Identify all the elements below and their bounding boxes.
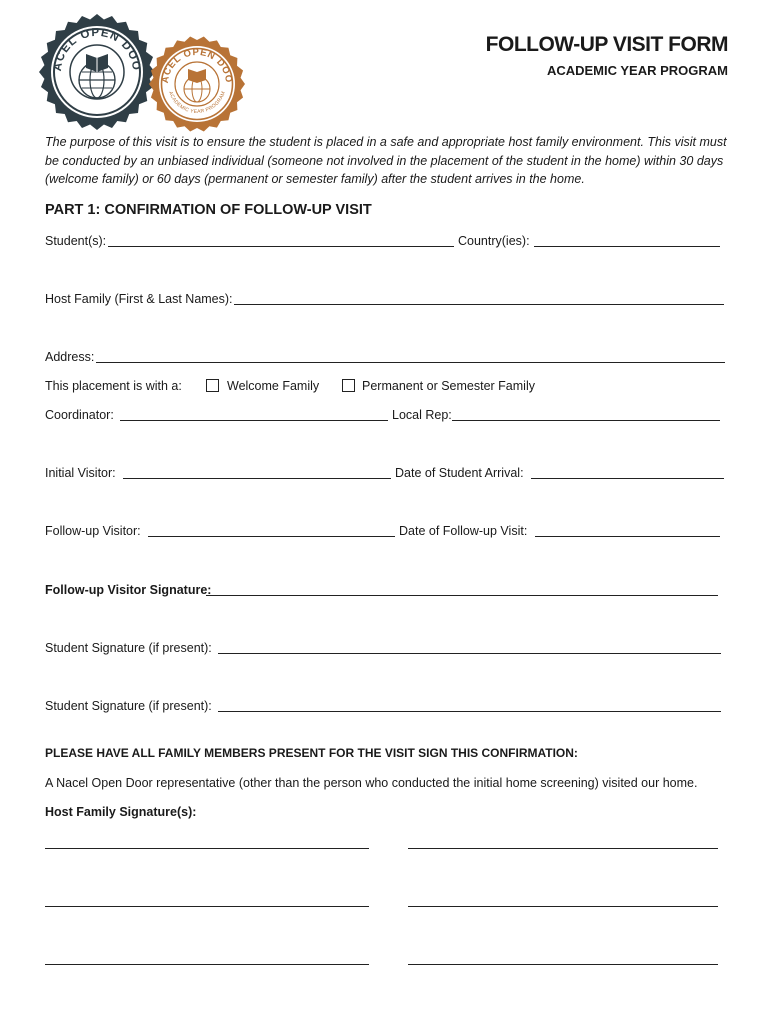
coordinator-field[interactable]	[120, 420, 388, 421]
svg-text:ACADEMIC YEAR PROGRAM: ACADEMIC YEAR PROGRAM	[167, 90, 227, 116]
host-signature-line[interactable]	[408, 848, 718, 849]
host-signature-line[interactable]	[45, 964, 369, 965]
local-rep-label: Local Rep:	[392, 408, 452, 422]
host-family-field[interactable]	[234, 304, 724, 305]
visit-statement: A Nacel Open Door representative (other than the person who conducted the initial home screening) visited our home.	[45, 776, 698, 790]
date-followup-field[interactable]	[535, 536, 720, 537]
date-arrival-field[interactable]	[531, 478, 724, 479]
countries-label: Country(ies):	[458, 234, 530, 248]
host-family-label: Host Family (First & Last Names):	[45, 292, 233, 306]
intro-paragraph: The purpose of this visit is to ensure the student is placed in a safe and appropriate host family environment. This visit must be conducted by an unbiased individual (someone not involved in the placement of the student in the home) within 30 days (welcome family) or 60 days (permanent or semester family) after the student arrives in the home.	[45, 135, 727, 186]
host-signature-line[interactable]	[45, 848, 369, 849]
permanent-family-option-label: Permanent or Semester Family	[362, 379, 535, 393]
countries-field[interactable]	[534, 246, 720, 247]
date-arrival-label: Date of Student Arrival:	[395, 466, 524, 480]
family-notice: PLEASE HAVE ALL FAMILY MEMBERS PRESENT FOR THE VISIT SIGN THIS CONFIRMATION:	[45, 746, 578, 760]
students-field[interactable]	[108, 246, 454, 247]
permanent-family-checkbox[interactable]	[342, 379, 355, 392]
date-followup-label: Date of Follow-up Visit:	[399, 524, 528, 538]
form-subtitle: ACADEMIC YEAR PROGRAM	[546, 63, 728, 78]
welcome-family-checkbox[interactable]	[206, 379, 219, 392]
student-signature-field-1[interactable]	[218, 653, 721, 654]
student-signature-field-2[interactable]	[218, 711, 721, 712]
followup-signature-field[interactable]	[206, 595, 718, 596]
section-heading-part1: PART 1: CONFIRMATION OF FOLLOW-UP VISIT	[45, 202, 372, 218]
students-label: Student(s):	[45, 234, 107, 248]
host-signature-line[interactable]	[45, 906, 369, 907]
followup-visitor-field[interactable]	[148, 536, 395, 537]
address-field[interactable]	[96, 362, 725, 363]
initial-visitor-field[interactable]	[123, 478, 391, 479]
host-signatures-label: Host Family Signature(s):	[45, 805, 197, 819]
student-signature-label-1: Student Signature (if present):	[45, 641, 212, 655]
welcome-family-option-label: Welcome Family	[227, 379, 320, 393]
initial-visitor-label: Initial Visitor:	[45, 466, 116, 480]
svg-text:NACEL OPEN DOOR: ACEL OPEN DOO	[51, 26, 143, 72]
form-title: FOLLOW-UP VISIT FORM	[485, 33, 728, 56]
svg-text:NACEL OPEN DOOR: ACEL OPEN DOO	[159, 46, 235, 85]
coordinator-label: Coordinator:	[45, 408, 114, 422]
placement-label: This placement is with a:	[45, 379, 182, 393]
followup-signature-label: Follow-up Visitor Signature:	[45, 583, 212, 597]
local-rep-field[interactable]	[452, 420, 720, 421]
logo-nacel-open-door-primary	[38, 13, 156, 131]
address-label: Address:	[45, 350, 95, 364]
host-signature-line[interactable]	[408, 906, 718, 907]
logo-nacel-open-door-secondary	[148, 35, 246, 133]
followup-visitor-label: Follow-up Visitor:	[45, 524, 141, 538]
student-signature-label-2: Student Signature (if present):	[45, 699, 212, 713]
host-signature-line[interactable]	[408, 964, 718, 965]
